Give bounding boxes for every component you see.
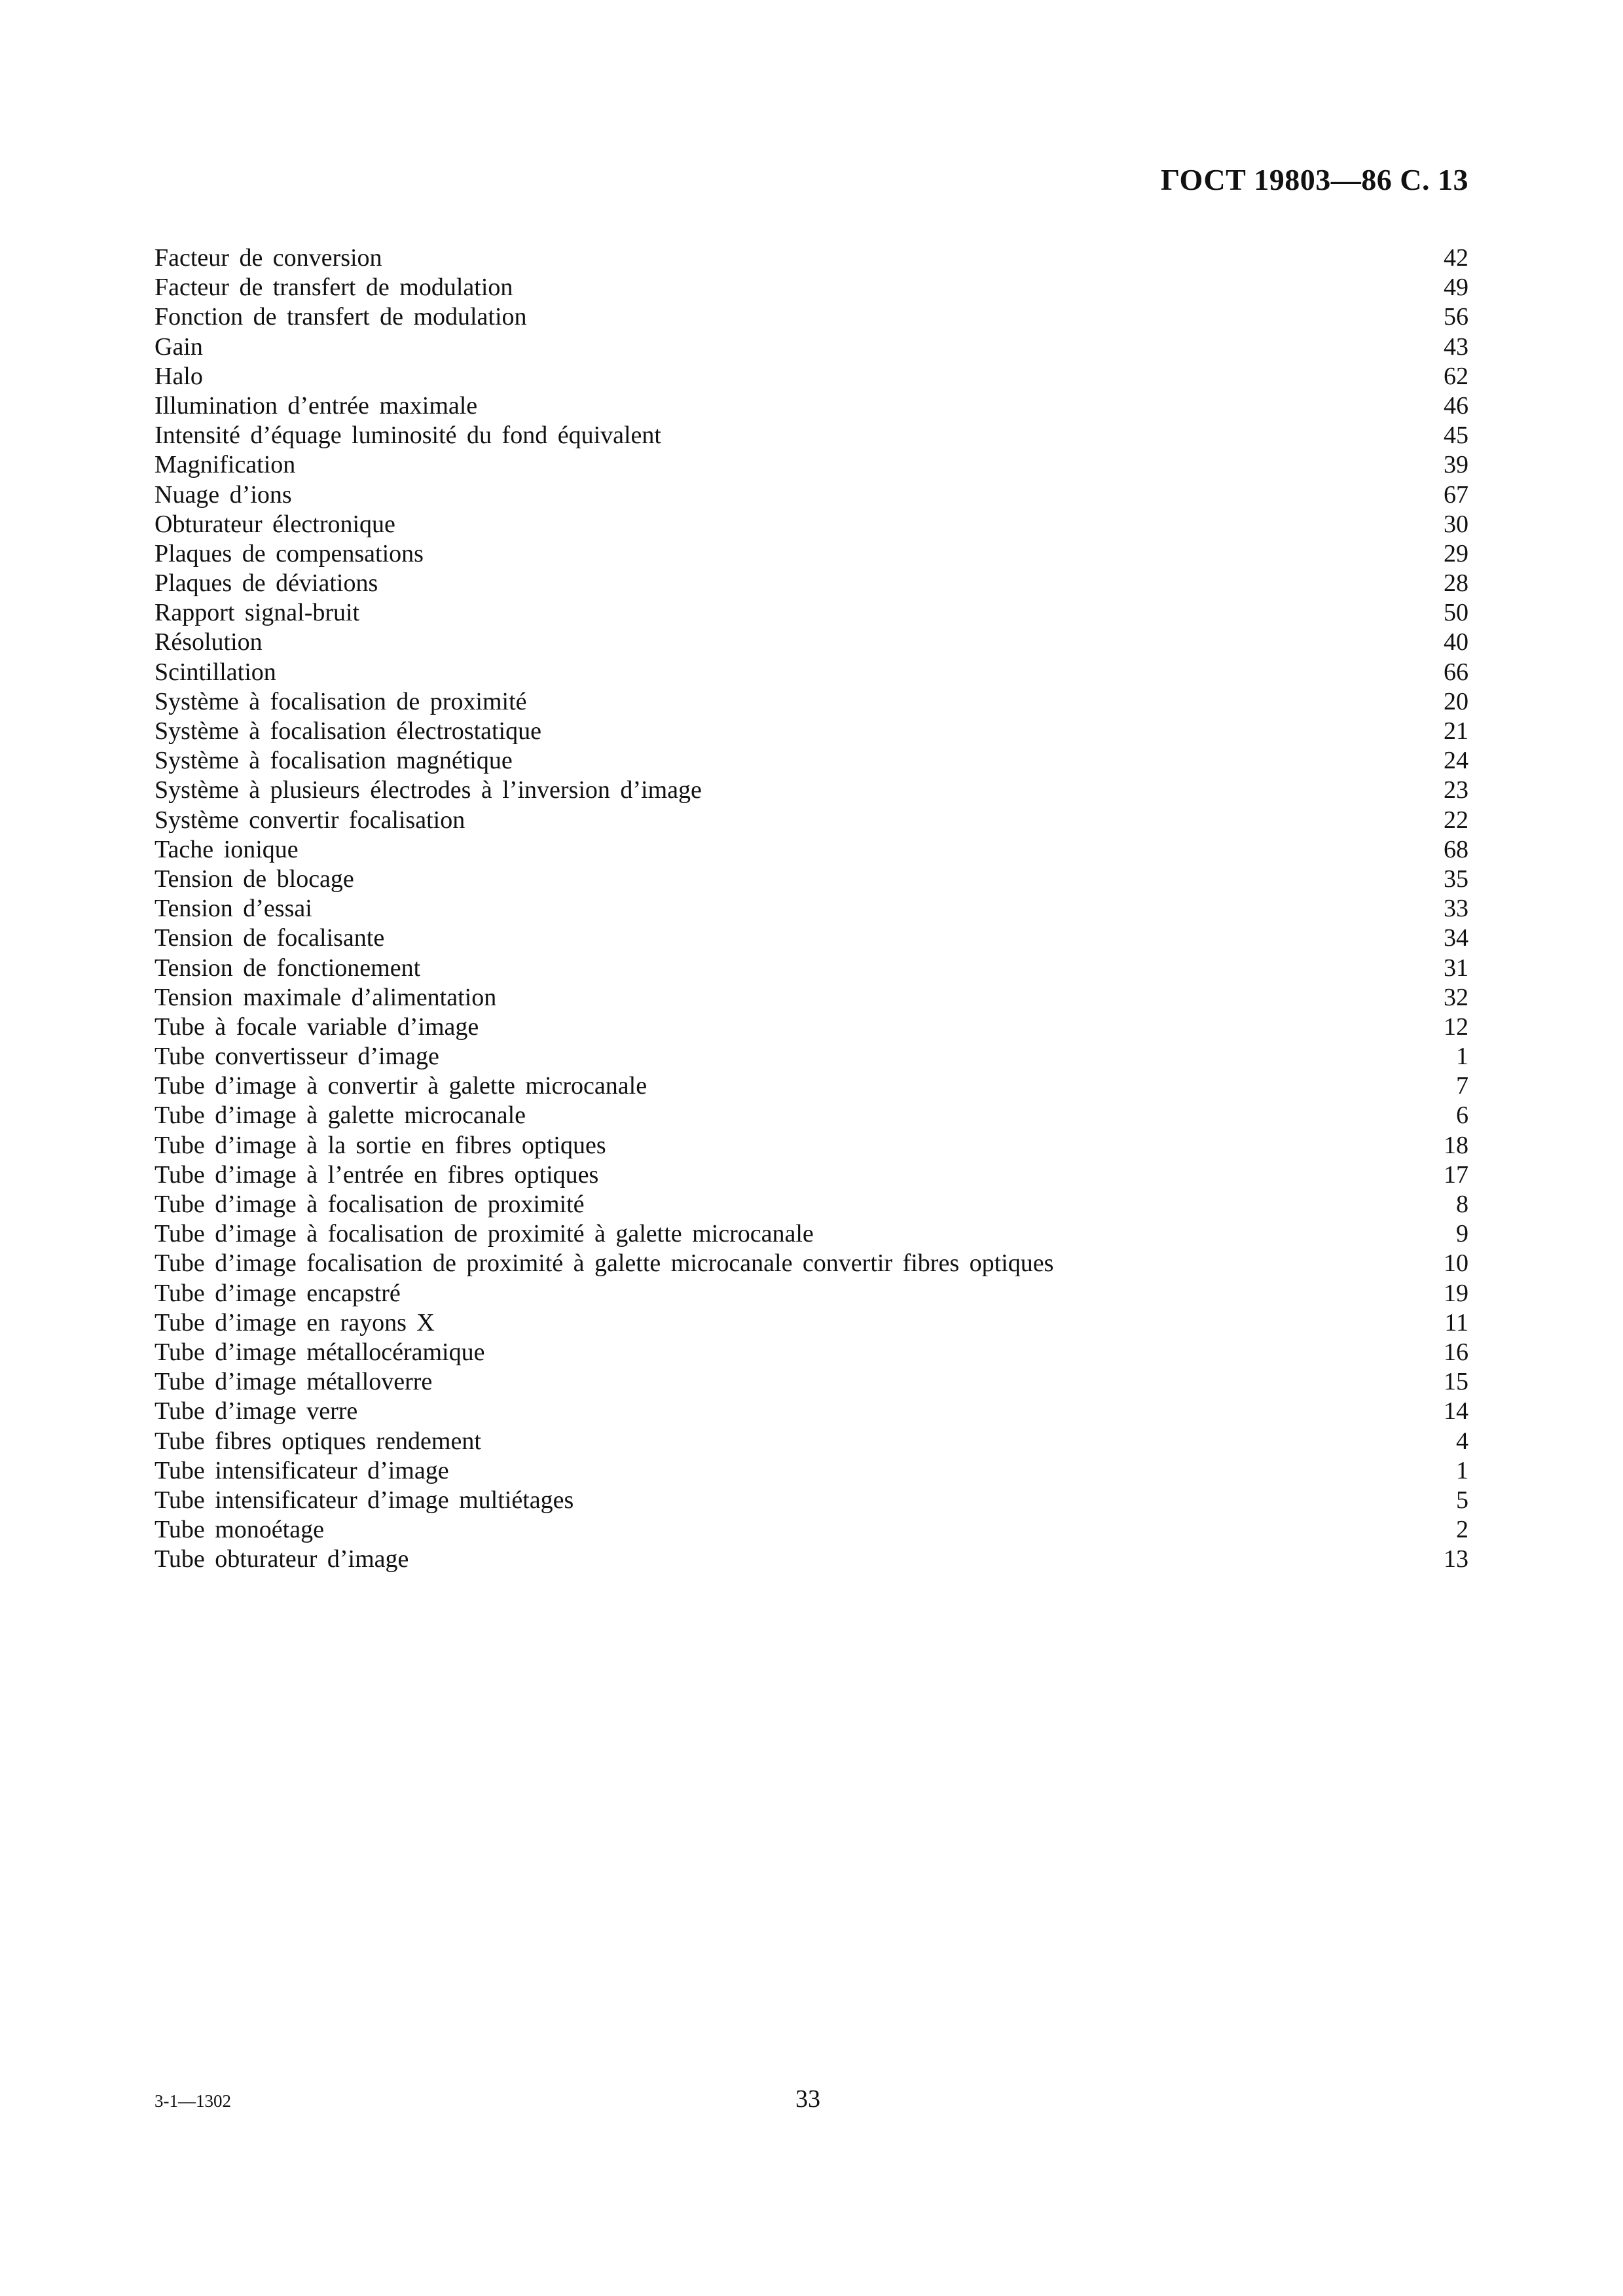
index-term: Système à focalisation de proximité <box>155 687 527 715</box>
index-entry <box>155 806 1468 835</box>
index-term-number: 4 <box>1456 1427 1468 1455</box>
index-entry <box>155 835 1468 865</box>
index-term-number: 11 <box>1444 1308 1468 1336</box>
index-term-number: 2 <box>1456 1516 1468 1544</box>
index-entry <box>155 391 1468 421</box>
index-term-number: 17 <box>1444 1160 1468 1189</box>
index-term-number: 8 <box>1456 1191 1468 1218</box>
index-entry <box>155 1190 1468 1219</box>
index-entry <box>155 332 1468 362</box>
index-term: Tension d’essai <box>155 895 312 923</box>
index-entry <box>155 865 1468 894</box>
index-term-number: 42 <box>1444 244 1468 272</box>
index-entry <box>155 1397 1468 1426</box>
index-entry <box>155 243 1468 273</box>
index-term: Tube d’image métalloverre <box>155 1368 433 1396</box>
index-term-number: 13 <box>1444 1545 1468 1573</box>
index-term-number: 14 <box>1444 1397 1468 1426</box>
page-header-title: ГОСТ 19803—86 С. 13 <box>1160 163 1468 196</box>
index-term: Tube d’image à focalisation de proximité à galette microcanale <box>155 1220 814 1248</box>
index-entry <box>155 539 1468 569</box>
index-term-number: 19 <box>1444 1279 1468 1307</box>
index-term-number: 40 <box>1444 628 1468 656</box>
index-term: Système convertir focalisation <box>155 806 465 834</box>
index-entry <box>155 1101 1468 1130</box>
index-term-number: 5 <box>1456 1486 1468 1514</box>
index-term: Tube monoétage <box>155 1516 324 1544</box>
index-term: Plaques de compensations <box>155 539 424 567</box>
index-term: Tube d’image à la sortie en fibres optiques <box>155 1131 606 1159</box>
index-term: Tube d’image à l’entrée en fibres optiques <box>155 1160 599 1189</box>
index-term-number: 46 <box>1444 391 1468 420</box>
index-entry <box>155 1279 1468 1308</box>
index-term: Tube convertisseur d’image <box>155 1043 439 1071</box>
index-term: Rapport signal-bruit <box>155 599 360 627</box>
index-term: Tube d’image à focalisation de proximité <box>155 1191 585 1218</box>
index-entry <box>155 1308 1468 1338</box>
index-term: Tube à focale variable d’image <box>155 1013 479 1041</box>
index-term-number: 66 <box>1444 658 1468 686</box>
index-term-number: 31 <box>1444 954 1468 982</box>
index-term-number: 56 <box>1444 303 1468 331</box>
index-term: Tube d’image métallocéramique <box>155 1338 485 1366</box>
index-entry <box>155 776 1468 805</box>
index-term: Tube d’image verre <box>155 1397 358 1426</box>
index-term: Tube d’image encapstré <box>155 1279 401 1307</box>
index-entry <box>155 1427 1468 1456</box>
index-term-number: 15 <box>1444 1368 1468 1396</box>
index-entry <box>155 746 1468 776</box>
index-term-number: 12 <box>1444 1013 1468 1041</box>
index-entry <box>155 1219 1468 1249</box>
index-entry <box>155 1071 1468 1101</box>
index-term-number: 50 <box>1444 599 1468 627</box>
index-term-number: 9 <box>1456 1220 1468 1248</box>
index-term: Intensité d’équage luminosité du fond équivalent <box>155 422 661 450</box>
index-entry <box>155 687 1468 717</box>
index-term: Tension de focalisante <box>155 924 385 952</box>
index-term-number: 62 <box>1444 362 1468 390</box>
index-entry <box>155 362 1468 391</box>
index-term: Tension de blocage <box>155 865 354 893</box>
index-term: Nuage d’ions <box>155 480 292 509</box>
index-term: Magnification <box>155 451 296 479</box>
index-entry <box>155 302 1468 332</box>
index-term-number: 28 <box>1444 569 1468 598</box>
index-term: Tube intensificateur d’image multiétages <box>155 1486 574 1514</box>
index-term: Facteur de transfert de modulation <box>155 274 513 302</box>
footer-print-code: 3-1—1302 <box>155 2091 231 2111</box>
index-term: Obturateur électronique <box>155 510 395 538</box>
index-term-number: 68 <box>1444 835 1468 863</box>
index-entry <box>155 924 1468 953</box>
index-term: Halo <box>155 362 203 390</box>
index-term-number: 1 <box>1456 1043 1468 1071</box>
index-term-number: 23 <box>1444 776 1468 804</box>
index-term: Tension maximale d’alimentation <box>155 983 497 1011</box>
index-entry <box>155 421 1468 450</box>
index-term: Fonction de transfert de modulation <box>155 303 527 331</box>
index-term-number: 18 <box>1444 1131 1468 1159</box>
index-term: Tube d’image en rayons X <box>155 1308 435 1336</box>
index-term-number: 45 <box>1444 422 1468 450</box>
index-term-number: 22 <box>1444 806 1468 834</box>
index-term: Tube d’image à convertir à galette microcanale <box>155 1072 647 1100</box>
index-term-number: 7 <box>1456 1072 1468 1100</box>
index-entry <box>155 1515 1468 1545</box>
index-entry <box>155 658 1468 687</box>
index-term: Plaques de déviations <box>155 569 378 598</box>
index-entry <box>155 1042 1468 1071</box>
index-term: Tube d’image focalisation de proximité à galette microcanale convertir fibres optiques <box>155 1249 1054 1278</box>
index-entry <box>155 569 1468 598</box>
index-term-number: 67 <box>1444 480 1468 509</box>
index-entry <box>155 450 1468 480</box>
index-term-number: 34 <box>1444 924 1468 952</box>
index-term-number: 35 <box>1444 865 1468 893</box>
index-term-number: 10 <box>1444 1249 1468 1278</box>
index-term-number: 21 <box>1444 717 1468 745</box>
index-entry <box>155 1013 1468 1042</box>
index-term: Tube fibres optiques rendement <box>155 1427 481 1455</box>
index-term: Illumination d’entrée maximale <box>155 391 478 420</box>
index-entry <box>155 954 1468 983</box>
index-entry <box>155 1456 1468 1486</box>
index-entry <box>155 510 1468 539</box>
index-term-number: 29 <box>1444 539 1468 567</box>
index-term: Scintillation <box>155 658 276 686</box>
index-entry <box>155 1367 1468 1397</box>
index-term-number: 39 <box>1444 451 1468 479</box>
index-term: Facteur de conversion <box>155 244 382 272</box>
index-term: Tube obturateur d’image <box>155 1545 409 1573</box>
index-entry <box>155 1131 1468 1160</box>
alphabetical-index <box>155 243 1468 1574</box>
index-entry <box>155 983 1468 1013</box>
index-term-number: 20 <box>1444 687 1468 715</box>
index-term-number: 32 <box>1444 983 1468 1011</box>
index-term: Gain <box>155 332 203 361</box>
index-entry <box>155 894 1468 924</box>
index-entry <box>155 598 1468 628</box>
page-number: 33 <box>795 2085 820 2113</box>
index-entry <box>155 273 1468 302</box>
index-term-number: 1 <box>1456 1456 1468 1484</box>
index-entry <box>155 1338 1468 1367</box>
index-entry <box>155 1486 1468 1515</box>
index-term-number: 16 <box>1444 1338 1468 1366</box>
index-term: Système à plusieurs électrodes à l’inversion d’image <box>155 776 702 804</box>
index-term-number: 30 <box>1444 510 1468 538</box>
index-entry <box>155 717 1468 746</box>
index-term-number: 33 <box>1444 895 1468 923</box>
index-term-number: 49 <box>1444 274 1468 302</box>
index-term: Tube d’image à galette microcanale <box>155 1102 526 1130</box>
index-term-number: 43 <box>1444 332 1468 361</box>
index-term: Système à focalisation électrostatique <box>155 717 541 745</box>
index-entry <box>155 1249 1468 1278</box>
index-term-number: 24 <box>1444 747 1468 775</box>
index-entry <box>155 1160 1468 1190</box>
index-term: Résolution <box>155 628 263 656</box>
index-term: Tache ionique <box>155 835 299 863</box>
index-term: Tension de fonctionement <box>155 954 421 982</box>
index-entry <box>155 628 1468 657</box>
index-term-number: 6 <box>1456 1102 1468 1130</box>
index-term: Tube intensificateur d’image <box>155 1456 449 1484</box>
index-entry <box>155 480 1468 510</box>
index-term: Système à focalisation magnétique <box>155 747 513 775</box>
index-entry <box>155 1545 1468 1574</box>
